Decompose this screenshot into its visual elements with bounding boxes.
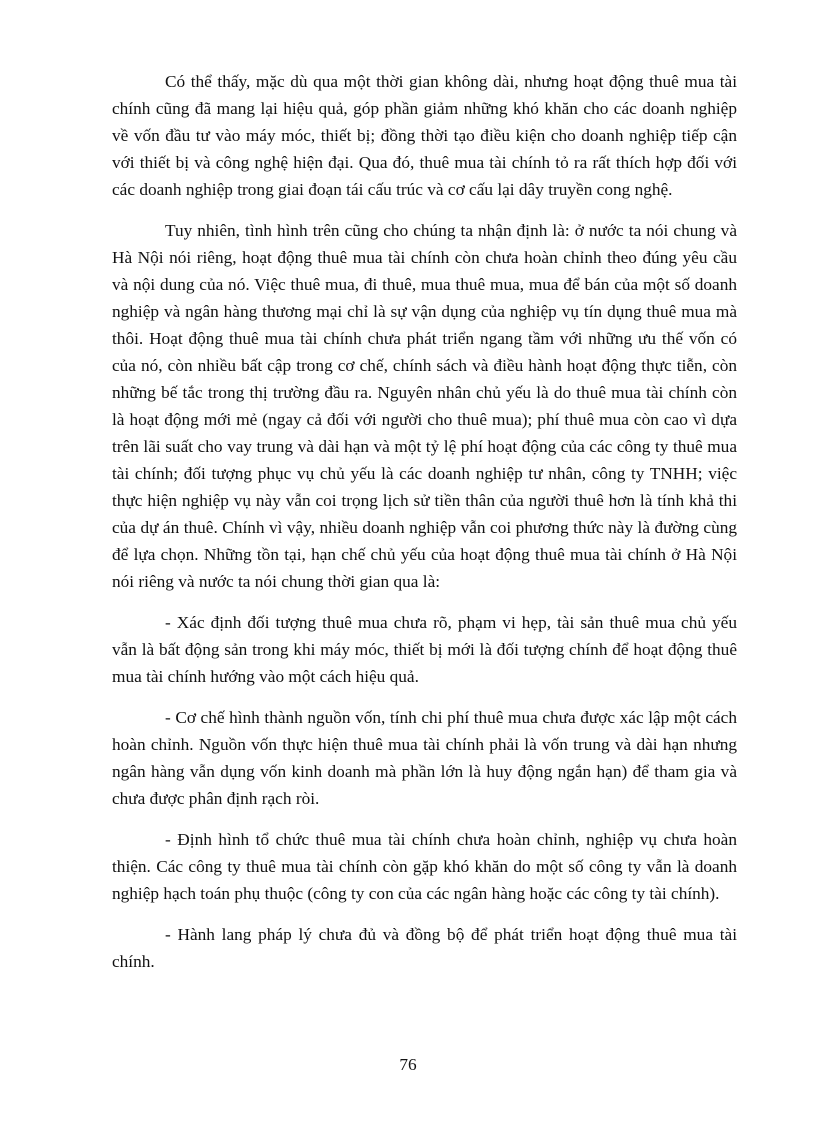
bullet-paragraph-1: - Xác định đối tượng thuê mua chưa rõ, phạm vi hẹp, tài sản thuê mua chủ yếu vẫn là bất động sản trong khi máy móc, thiết bị mới là đối tượng chính để hoạt động thuê mua tài chính hướng vào một cách hiệu quả. bbox=[112, 613, 737, 686]
bullet-paragraph-4: - Hành lang pháp lý chưa đủ và đồng bộ để phát triển hoạt động thuê mua tài chính. bbox=[112, 925, 737, 971]
paragraph-2: Tuy nhiên, tình hình trên cũng cho chúng ta nhận định là: ở nước ta nói chung và Hà Nội nói riêng, hoạt động thuê mua tài chính còn chưa hoàn chỉnh theo đúng yêu cầu và nội dung của nó. Việc thuê mua, đi thuê, mua thuê mua, mua để bán của một số doanh nghiệp và ngân hàng thương mại chỉ là sự vận dụng của nghiệp vụ tín dụng thuê mua mà thôi. Hoạt động thuê mua tài chính chưa phát triển ngang tầm với những ưu thế vốn có của nó, còn nhiều bất cập trong cơ chế, chính sách và điều hành hoạt động thực tiễn, còn những bế tắc trong thị trường đầu ra. Nguyên nhân chủ yếu là do thuê mua tài chính còn là hoạt động mới mẻ (ngay cả đối với người cho thuê mua); phí thuê mua còn cao vì dựa trên lãi suất cho vay trung và dài hạn và một tỷ lệ phí hoạt động của các công ty thuê mua tài chính; đối tượng phục vụ chủ yếu là các doanh nghiệp tư nhân, công ty TNHH; việc thực hiện nghiệp vụ này vẫn coi trọng lịch sử tiền thân của người thuê hơn là tính khả thi của dự án thuê. Chính vì vậy, nhiều doanh nghiệp vẫn coi phương thức này là đường cùng để lựa chọn. Những tồn tại, hạn chế chủ yếu của hoạt động thuê mua tài chính ở Hà Nội nói riêng và nước ta nói chung thời gian qua là: bbox=[112, 221, 737, 591]
bullet-paragraph-2: - Cơ chế hình thành nguồn vốn, tính chi phí thuê mua chưa được xác lập một cách hoàn chỉnh. Nguồn vốn thực hiện thuê mua tài chính phải là vốn trung và dài hạn nhưng ngân hàng vẫn dụng vốn kinh doanh mà phần lớn là huy động ngắn hạn) để tham gia và chưa được phân định rạch ròi. bbox=[112, 708, 737, 808]
page-number: 76 bbox=[399, 1055, 417, 1074]
page-body bbox=[112, 68, 737, 975]
paragraph-1: Có thể thấy, mặc dù qua một thời gian không dài, nhưng hoạt động thuê mua tài chính cũng đã mang lại hiệu quả, góp phần giảm những khó khăn cho các doanh nghiệp về vốn đầu tư vào máy móc, thiết bị; đồng thời tạo điều kiện cho doanh nghiệp tiếp cận với thiết bị và công nghệ hiện đại. Qua đó, thuê mua tài chính tỏ ra rất thích hợp đối với các doanh nghiệp trong giai đoạn tái cấu trúc và cơ cấu lại dây truyền cong nghệ. bbox=[112, 72, 737, 199]
bullet-paragraph-3: - Định hình tổ chức thuê mua tài chính chưa hoàn chỉnh, nghiệp vụ chưa hoàn thiện. Các công ty thuê mua tài chính còn gặp khó khăn do một số công ty vẫn là doanh nghiệp hạch toán phụ thuộc (công ty con của các ngân hàng hoặc các công ty tài chính). bbox=[112, 830, 737, 903]
